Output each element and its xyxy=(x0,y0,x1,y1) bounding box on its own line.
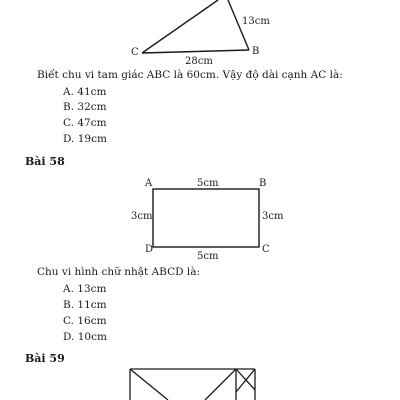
q59-heading: Bài 59 xyxy=(25,352,65,365)
triangle-side-ab-label: 13cm xyxy=(242,16,270,27)
q57-option-c: C. 47cm xyxy=(63,117,107,129)
q58-question: Chu vi hình chữ nhật ABCD là: xyxy=(37,266,201,278)
triangle-figure xyxy=(142,0,249,53)
q57-question: Biết chu vi tam giác ABC là 60cm. Vậy độ dài cạnh AC là: xyxy=(37,69,343,81)
rect-vertex-a-label: A xyxy=(145,178,153,189)
q58-option-c: C. 16cm xyxy=(63,315,107,327)
bai59-figure xyxy=(130,369,255,400)
triangle-side-ca xyxy=(142,0,218,53)
q58-option-b: B. 11cm xyxy=(63,299,107,311)
rect-left-side-label: 3cm xyxy=(131,211,153,222)
rectangle-abcd xyxy=(153,189,259,247)
triangle-vertex-b-label: B xyxy=(252,46,260,57)
rect-top-side-label: 5cm xyxy=(197,178,219,189)
rect-vertex-c-label: C xyxy=(262,244,270,255)
triangle-side-cb xyxy=(142,50,249,53)
q57-option-a: A. 41cm xyxy=(63,86,107,98)
rect-right-side-label: 3cm xyxy=(262,211,284,222)
q57-option-d: D. 19cm xyxy=(63,133,107,145)
q58-option-a: A. 13cm xyxy=(63,283,107,295)
triangle-side-cb-label: 28cm xyxy=(185,56,213,67)
q57-option-b: B. 32cm xyxy=(63,101,107,113)
q58-option-d: D. 10cm xyxy=(63,331,107,343)
rect-vertex-b-label: B xyxy=(259,178,267,189)
rect-bottom-side-label: 5cm xyxy=(197,251,219,262)
rect-vertex-d-label: D xyxy=(145,244,154,255)
q58-heading: Bài 58 xyxy=(25,155,65,168)
triangle-vertex-c-label: C xyxy=(131,47,139,58)
